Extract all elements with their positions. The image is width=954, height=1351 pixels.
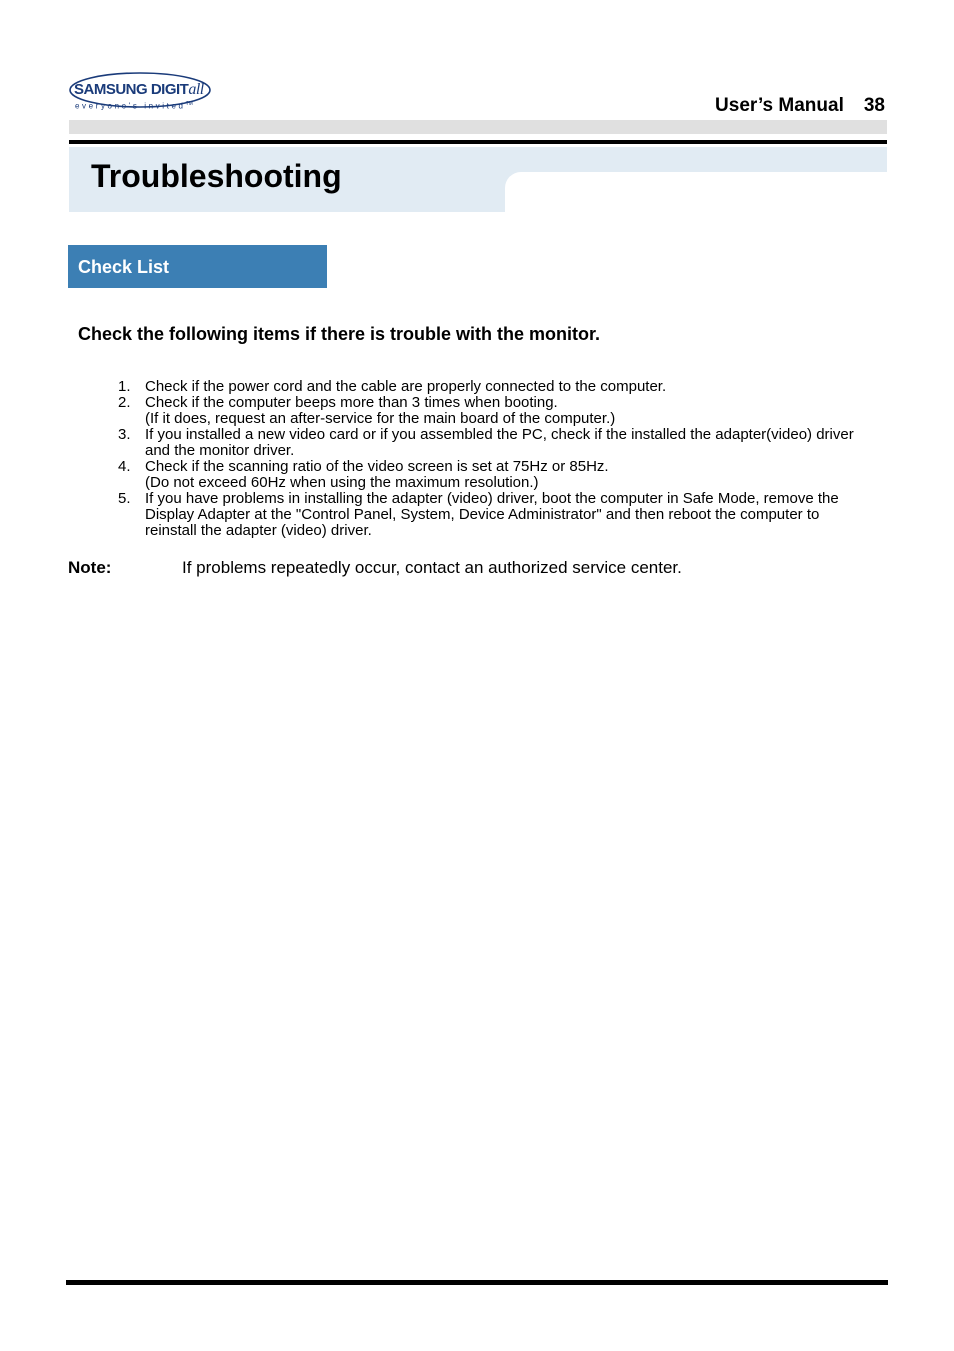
list-item-number: 4. xyxy=(118,458,131,475)
bottom-divider xyxy=(66,1280,888,1285)
list-item xyxy=(110,395,890,427)
list-item-text: Check if the scanning ratio of the video screen is set at 75Hz or 85Hz. xyxy=(145,458,609,475)
check-list xyxy=(110,379,890,539)
page-title: Troubleshooting xyxy=(91,158,342,194)
list-item-number: 1. xyxy=(118,378,131,395)
list-item xyxy=(110,491,890,539)
title-band xyxy=(69,147,887,212)
note xyxy=(68,558,682,578)
list-item-text: (If it does, request an after-service for the main board of the computer.) xyxy=(145,410,616,427)
intro-text: Check the following items if there is trouble with the monitor. xyxy=(78,324,601,344)
list-item-text: If you have problems in installing the adapter (video) driver, boot the computer in Safe Mode, remove the xyxy=(145,490,839,507)
top-divider xyxy=(69,140,887,144)
note-label: Note: xyxy=(68,558,112,577)
manual-header xyxy=(715,95,885,117)
header-band xyxy=(69,120,887,134)
list-item-number: 3. xyxy=(118,426,131,443)
logo-wordmark-suffix: all xyxy=(188,81,204,98)
list-item-text: (Do not exceed 60Hz when using the maximum resolution.) xyxy=(145,474,539,491)
page-number: 38 xyxy=(863,95,885,116)
list-item-number: 5. xyxy=(118,490,131,507)
list-item xyxy=(110,459,890,491)
manual-label: User’s Manual xyxy=(715,95,844,116)
section-tab-check-list xyxy=(68,245,327,288)
samsung-logo xyxy=(68,70,214,116)
logo-tagline: everyone's invited xyxy=(75,101,186,111)
list-item-text: If you installed a new video card or if you assembled the PC, check if the installed the adapter(video) driver xyxy=(145,426,854,443)
list-item xyxy=(110,427,890,459)
note-text: If problems repeatedly occur, contact an authorized service center. xyxy=(182,558,682,577)
list-item-text: Display Adapter at the "Control Panel, System, Device Administrator" and then reboot the computer to xyxy=(145,506,820,523)
list-item xyxy=(110,379,890,395)
logo-trademark: TM xyxy=(185,101,193,107)
list-item-text: Check if the power cord and the cable are properly connected to the computer. xyxy=(145,378,667,395)
section-tab-label: Check List xyxy=(78,257,170,277)
list-item-text: reinstall the adapter (video) driver. xyxy=(145,522,372,539)
list-item-text: and the monitor driver. xyxy=(145,442,295,459)
logo-wordmark: SAMSUNG DIGIT xyxy=(74,81,189,98)
list-item-text: Check if the computer beeps more than 3 times when booting. xyxy=(145,394,558,411)
list-item-number: 2. xyxy=(118,394,131,411)
